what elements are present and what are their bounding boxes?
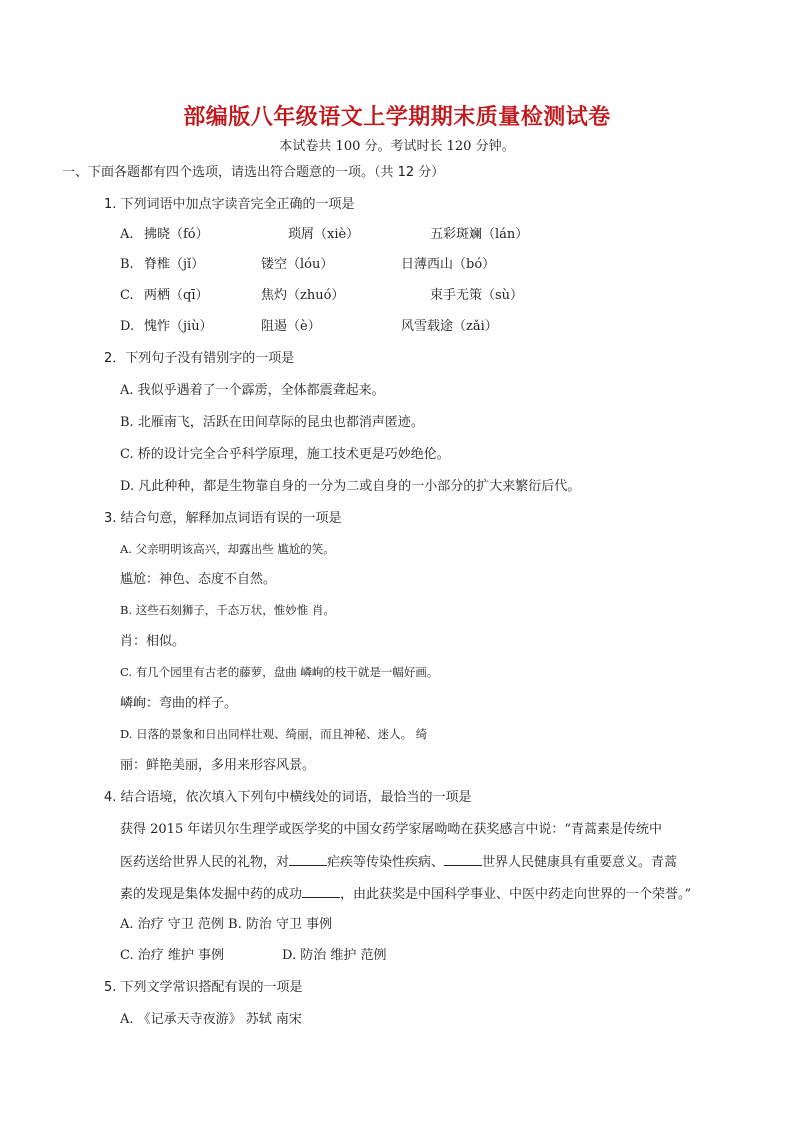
q4-option-c: C. 治疗 维护 事例 <box>120 948 225 963</box>
q3-option-d-explanation: 丽：鲜艳美丽，多用来形容风景。 <box>120 758 316 773</box>
q1-option-b-label: B. <box>120 257 134 272</box>
q3-option-b-explanation: 肖：相似。 <box>120 634 186 649</box>
q1-option-d-word-3: 风雪载途（zǎi） <box>401 319 498 334</box>
q1-option-c-word-1: 两栖（qī） <box>144 288 209 303</box>
q3-option-a: A. 父亲明明该高兴，却露出些 尴尬的笑。 <box>120 542 335 556</box>
q1-option-c-word-3: 束手无策（sù） <box>430 288 524 303</box>
q4-passage-line-3 <box>120 885 691 904</box>
q4-option-d: D. 防治 维护 范例 <box>282 948 387 963</box>
q2-option-a: A. 我似乎遇着了一个霹雳，全体都震聋起来。 <box>120 383 385 398</box>
q1-option-c-label: C. <box>120 288 134 303</box>
q2-option-d: D. 凡此种种，都是生物靠自身的一分为二或自身的一小部分的扩大来繁衍后代。 <box>120 479 581 494</box>
question-3-stem: 3. 结合句意，解释加点词语有误的一项是 <box>104 511 342 526</box>
q3-option-b: B. 这些石刻狮子，千态万状，惟妙惟 肖。 <box>120 603 335 617</box>
q1-option-a-word-2: 琐屑（xiè） <box>288 227 360 242</box>
q4-blank-2 <box>444 853 482 866</box>
q1-option-a-word-1: 拂晓（fó） <box>144 227 209 242</box>
q4-passage-line-1: 获得 2015 年诺贝尔生理学或医学奖的中国女药学家屠呦呦在获奖感言中说：“青蒿素是传统中 <box>120 822 662 837</box>
q3-option-a-explanation: 尴尬：神色、态度不自然。 <box>120 572 277 587</box>
q4-passage-line-2a: 医药送给世界人民的礼物，对 <box>120 855 290 870</box>
exam-subtitle: 本试卷共 100 分。考试时长 120 分钟。 <box>279 139 515 154</box>
q4-passage-line-3a: 素的发现是集体发掘中药的成功 <box>120 887 303 902</box>
question-1-stem: 1. 下列词语中加点字读音完全正确的一项是 <box>104 197 355 212</box>
q1-option-c-word-2: 焦灼（zhuó） <box>261 288 345 303</box>
q4-passage-line-2 <box>120 853 677 872</box>
q2-option-b: B. 北雁南飞，活跃在田间草际的昆虫也都消声匿迹。 <box>120 415 424 430</box>
q3-option-d: D. 日落的景象和日出同样壮观、绮丽，而且神秘、迷人。 绮 <box>120 727 428 741</box>
q5-option-a: A. 《记承天寺夜游》 苏轼 南宋 <box>120 1012 302 1027</box>
exam-title: 部编版八年级语文上学期期末质量检测试卷 <box>183 105 611 130</box>
q4-options-a-b: A. 治疗 守卫 范例 B. 防治 守卫 事例 <box>120 917 333 932</box>
q4-passage-line-2b: 疟疾等传染性疾病、 <box>327 855 445 870</box>
q3-option-c: C. 有几个园里有古老的藤萝，盘曲 嶙峋的枝干就是一幅好画。 <box>120 665 439 679</box>
q4-blank-3 <box>302 885 340 898</box>
q4-passage-line-2c: 世界人民健康具有重要意义。青蒿 <box>482 855 678 870</box>
section-heading: 一、下面各题都有四个选项，请选出符合题意的一项。（共 12 分） <box>62 165 445 180</box>
q1-option-d-word-1: 愧怍（jiù） <box>144 319 213 334</box>
question-5-stem: 5. 下列文学常识搭配有误的一项是 <box>104 980 303 995</box>
q1-option-d-label: D. <box>120 319 135 334</box>
q4-passage-line-3b: ，由此获奖是中国科学事业、中医中药走向世界的一个荣誉。” <box>340 887 692 902</box>
q1-option-a-word-3: 五彩斑斓（lán） <box>430 227 529 242</box>
q2-option-c: C. 桥的设计完全合乎科学原理，施工技术更是巧妙绝伦。 <box>120 447 450 462</box>
q1-option-a-label: A. <box>120 227 134 242</box>
q1-option-d-word-2: 阻遏（è） <box>261 319 321 334</box>
question-4-stem: 4. 结合语境，依次填入下列句中横线处的词语，最恰当的一项是 <box>104 790 472 805</box>
q1-option-b-word-2: 镂空（lóu） <box>261 257 334 272</box>
q1-option-b-word-3: 日薄西山（bó） <box>401 257 496 272</box>
q1-option-b-word-1: 脊椎（jǐ） <box>144 257 205 272</box>
q3-option-c-explanation: 嶙峋：弯曲的样子。 <box>120 696 238 711</box>
question-2-stem: 2．下列句子没有错别字的一项是 <box>104 351 295 366</box>
q4-blank-1 <box>289 853 327 866</box>
